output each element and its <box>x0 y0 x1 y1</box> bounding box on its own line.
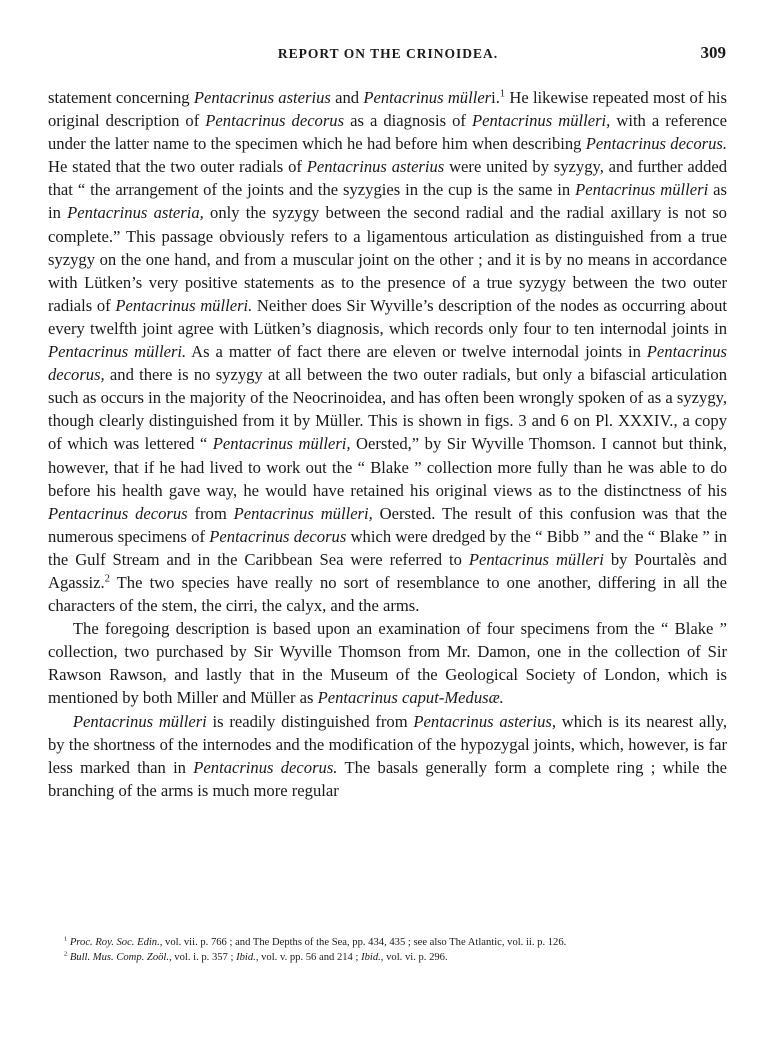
footnote <box>48 950 727 965</box>
italic-text: Ibid., <box>361 952 384 963</box>
text-run: by Pourtalès and Agassiz. <box>48 549 727 592</box>
text-run: is readily distinguished from <box>206 711 414 731</box>
italic-text: Pentacrinus asterius <box>193 88 331 107</box>
text-run: vol. v. pp. 56 and 214 ; <box>258 952 362 963</box>
text-run: vol. vii. p. 766 ; and The Depths of the Sea, pp. 434, 435 ; see also The Atlantic, vol. ii. p. 126. <box>162 937 567 948</box>
text-run: from <box>187 503 234 523</box>
text-run: The two species have really no sort of resemblance to one another, differing in all the characters of the stem, the cirri, the calyx, and the arms. <box>48 572 727 616</box>
paragraph <box>48 617 727 709</box>
paragraph <box>48 710 727 802</box>
italic-text: Pentacrinus mülleri. <box>48 342 187 362</box>
text-run: which is its nearest ally, by the shortness of the internodes and the modification of the hypozygal joints, which, however, is far less marked than in <box>48 711 727 777</box>
italic-text: Pentacrinus mülleri, <box>212 434 351 454</box>
text-run: Neither does Sir Wyville’s description of the nodes as occurring about every twelfth joint agree with Lütken’s diagnosis, which records only four to ten internodal joints in <box>48 295 727 338</box>
body-text <box>48 86 727 802</box>
text-run: with a reference under the latter name to the specimen which he had before him when describing <box>48 111 728 154</box>
italic-text: Pentacrinus mülleri <box>72 711 207 731</box>
running-title: REPORT ON THE CRINOIDEA. <box>277 46 499 61</box>
italic-text: Pentacrinus asteria, <box>67 203 204 223</box>
text-run: The basals generally form a complete ring ; while the branching of the arms is much more regular <box>48 757 728 800</box>
text-run: were united by syzygy, and further added that “ the arrangement of the joints and the syzygies in the cup is the same in <box>48 157 728 200</box>
text-run: and <box>330 88 364 107</box>
italic-text: Pentacrinus asterius <box>306 157 445 177</box>
footnote-ref: 1 <box>499 88 506 100</box>
page-header <box>48 40 728 70</box>
italic-text: Pentacrinus decorus <box>48 503 188 523</box>
footnote-ref: 2 <box>104 573 110 585</box>
italic-text: Pentacrinus decorus, <box>48 342 727 385</box>
text-run: statement concerning <box>48 88 194 107</box>
italic-text: Pentacrinus decorus. <box>585 134 727 154</box>
text-run: As a matter of fact there are eleven or twelve internodal joints in <box>186 342 647 362</box>
page-number: 309 <box>700 43 726 62</box>
paragraph <box>48 86 727 617</box>
italic-text: Proc. Roy. Soc. Edin., <box>69 937 163 948</box>
text-run: and there is no syzygy at all between the two outer radials, but only a bifascial articulation such as occurs in the majority of the Neocrinoidea, and has often been wrongly spoken of as a syzygy, though clearly distinguished from it by Müller. This is shown in figs. 3 and 6 on Pl. XXXIV., a copy of which was lettered “ <box>48 365 727 454</box>
text-run: He stated that the two outer radials of <box>48 157 307 177</box>
footnote-ref: 1 <box>63 935 68 943</box>
footnote <box>48 935 727 950</box>
italic-text: Pentacrinus mülleri, <box>233 503 373 523</box>
italic-text: Pentacrinus mülleri. <box>115 295 253 315</box>
text-run: as in <box>48 180 727 223</box>
text-run: as a diagnosis of <box>344 111 472 131</box>
text-run: vol. vi. p. 296. <box>383 952 448 963</box>
text-run: Oersted,” by Sir Wyville Thomson. I cannot but think, however, that if he had lived to work out the “ Blake ” collection more fully than he was able to do before his health gave way, he would have retained his original views as to the distinctness of his <box>48 434 728 500</box>
text-run: The foregoing description is based upon an examination of four specimens from the “ Blake ” collection, two purchased by Sir Wyville Thomson from Mr. Damon, one in the collection of Sir Rawson Rawson, and lastly that in the Museum of the Geological Society of London, which is mentioned by both Miller and Müller as <box>48 619 727 708</box>
italic-text: Pentacrinus mülleri <box>468 549 604 569</box>
italic-text: Bull. Mus. Comp. Zoöl., <box>69 952 172 963</box>
footnotes <box>48 935 727 965</box>
text-run: Oersted. The result of this confusion was that the numerous specimens of <box>48 503 728 546</box>
italic-text: Pentacrinus mülleri, <box>471 111 611 131</box>
footnote-ref: 2 <box>63 950 68 958</box>
italic-text: Pentacrinus caput-Medusæ. <box>317 688 504 708</box>
italic-text: Ibid., <box>236 952 259 963</box>
italic-text: Pentacrinus asterius, <box>413 711 557 731</box>
italic-text: Pentacrinus decorus. <box>193 757 338 777</box>
italic-text: Pentacrinus mülleri <box>575 180 709 200</box>
text-run: He likewise repeated most of his original description of <box>48 88 727 131</box>
italic-text: Pentacrinus decorus <box>209 526 347 546</box>
italic-text: Pentacrinus decorus <box>205 111 345 131</box>
italic-text: Pentacrinus müller <box>363 88 492 107</box>
text-run: vol. i. p. 357 ; <box>171 952 237 963</box>
text-run: i. <box>491 88 500 107</box>
text-run: which were dredged by the “ Bibb ” and the “ Blake ” in the Gulf Stream and in the Caribbean Sea were referred to <box>48 526 727 569</box>
text-run: only the syzygy between the second radial and the radial axillary is not so complete.” This passage obviously refers to a ligamentous articulation as distinguished from a true syzygy on the one hand, and from a muscular joint on the other ; and it is by no means in accordance with Lütken’s very positive statements as to the presence of a true syzygy between the two outer radials of <box>48 203 727 315</box>
